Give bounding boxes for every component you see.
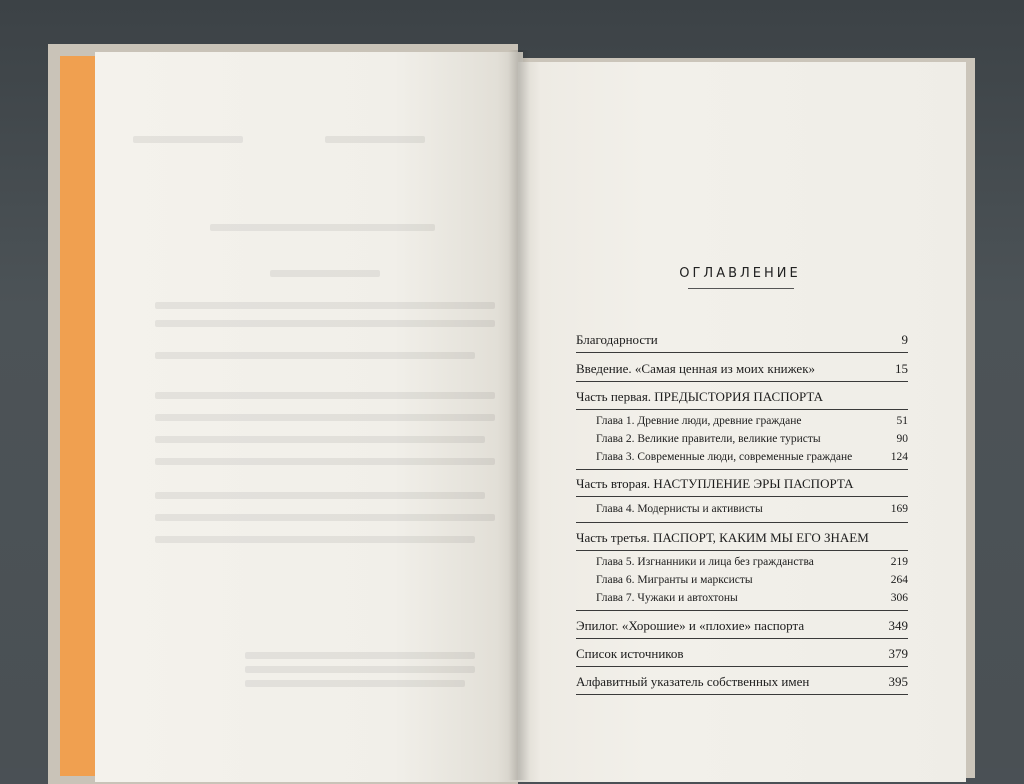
toc-divider <box>576 352 908 353</box>
toc-chapter-entry <box>596 592 908 604</box>
toc-chapter-entry <box>596 451 908 463</box>
toc-entry-page: 219 <box>890 556 908 568</box>
toc-part-heading <box>576 530 908 546</box>
toc-chapter-entry <box>596 503 908 515</box>
toc-entry-page: 15 <box>895 361 908 376</box>
toc-entry-label: Эпилог. «Хорошие» и «плохие» паспорта <box>576 618 805 633</box>
toc-title: ОГЛАВЛЕНИЕ <box>679 266 801 281</box>
toc-chapter-entry <box>596 556 908 568</box>
toc-chapter-entry <box>596 415 908 427</box>
toc-entry-page: 9 <box>901 332 908 347</box>
toc-entry-label: Глава 6. Мигранты и марксисты <box>596 574 753 586</box>
toc-divider <box>576 550 908 551</box>
toc-part-heading <box>576 476 908 492</box>
toc-entry-label: Часть первая. ПРЕДЫСТОРИЯ ПАСПОРТА <box>576 389 824 404</box>
toc-part-heading <box>576 389 908 405</box>
toc-entry-label: Глава 3. Современные люди, современные граждане <box>596 451 853 463</box>
show-through-text <box>95 52 523 782</box>
toc-divider <box>576 522 908 523</box>
toc-entry-label: Глава 7. Чужаки и автохтоны <box>596 592 738 604</box>
toc-entry-label: Список источников <box>576 646 684 661</box>
toc-divider <box>576 496 908 497</box>
toc-entry-page: 51 <box>896 415 908 427</box>
toc-entry-page: 349 <box>888 618 908 633</box>
toc-entry <box>576 332 908 348</box>
toc-entry-label: Благодарности <box>576 332 658 347</box>
toc-entry-label: Глава 2. Великие правители, великие туристы <box>596 433 821 445</box>
toc-entry-label: Часть третья. ПАСПОРТ, КАКИМ МЫ ЕГО ЗНАЕМ <box>576 530 869 545</box>
toc-entry-label: Глава 1. Древние люди, древние граждане <box>596 415 802 427</box>
book-gutter-shadow <box>508 50 530 780</box>
toc-divider <box>576 610 908 611</box>
toc-entry-label: Глава 5. Изгнанники и лица без гражданства <box>596 556 814 568</box>
toc-entry <box>576 674 908 690</box>
toc-title-underline <box>688 288 794 289</box>
toc-divider <box>576 666 908 667</box>
orange-endpaper <box>60 56 100 776</box>
left-page <box>95 52 523 782</box>
toc-entry <box>576 646 908 662</box>
toc-chapter-entry <box>596 433 908 445</box>
toc-entry-label: Глава 4. Модернисты и активисты <box>596 503 763 515</box>
toc-entry <box>576 361 908 377</box>
toc-entry-page: 306 <box>890 592 908 604</box>
toc-entry-page: 379 <box>888 646 908 661</box>
toc-entry <box>576 618 908 634</box>
toc-entry-label: Введение. «Самая ценная из моих книжек» <box>576 361 816 376</box>
toc-entry-page: 169 <box>890 503 908 515</box>
toc-divider <box>576 638 908 639</box>
toc-divider <box>576 469 908 470</box>
toc-entry-page: 124 <box>890 451 908 463</box>
toc-entry-page: 395 <box>888 674 908 689</box>
toc-chapter-entry <box>596 574 908 586</box>
toc-entry-page: 264 <box>890 574 908 586</box>
toc-divider <box>576 381 908 382</box>
toc-entry-page: 90 <box>896 433 908 445</box>
toc-divider <box>576 694 908 695</box>
toc-divider <box>576 409 908 410</box>
toc-entry-label: Алфавитный указатель собственных имен <box>576 674 810 689</box>
toc-entry-label: Часть вторая. НАСТУПЛЕНИЕ ЭРЫ ПАСПОРТА <box>576 476 854 491</box>
